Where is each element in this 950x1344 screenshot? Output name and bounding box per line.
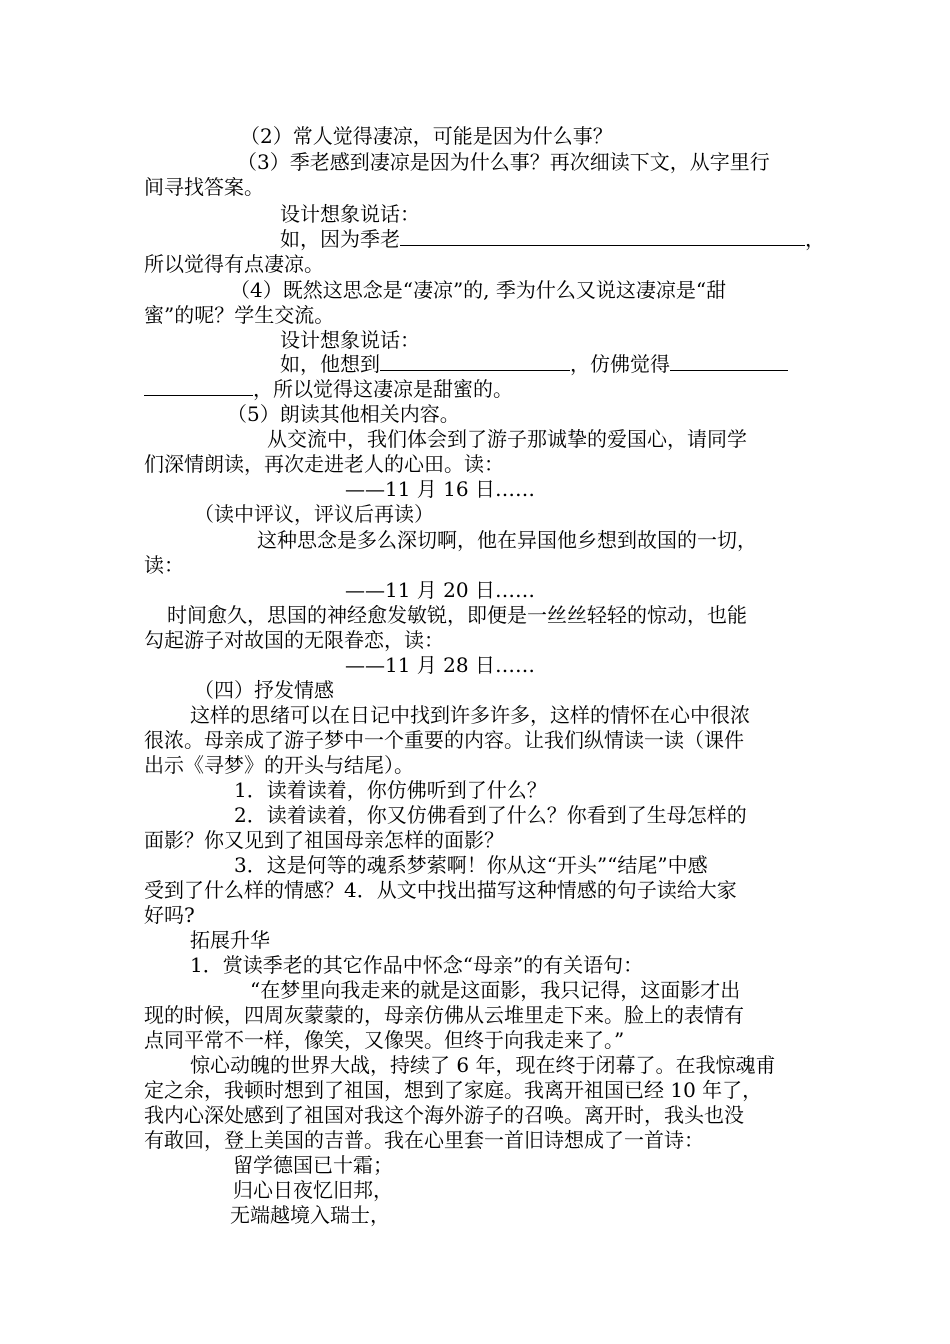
fill-in-blank-3 <box>670 354 788 371</box>
quote-line-2: 现的时候，四周灰蒙蒙的，母亲仿佛从云堆里走下来。脸上的表情有 <box>144 1003 744 1027</box>
poem-line-2: 归心日夜忆旧邦， <box>233 1178 393 1202</box>
war-paragraph-line-1: 惊心动魄的世界大战，持续了 6 年，现在终于闭幕了。在我惊魂甫 <box>190 1053 776 1077</box>
paragraph-1-line-2: 们深情朗读，再次走进老人的心田。读： <box>144 452 504 476</box>
paragraph-2-line-2: 读： <box>144 553 184 577</box>
paragraph-4-line-1: 这样的思绪可以在日记中找到许多许多，这样的情怀在心中很浓 <box>190 703 750 727</box>
extension-heading: 拓展升华 <box>190 928 270 952</box>
example-2-line-2 <box>144 377 810 401</box>
example-2-prefix: 如，他想到 <box>280 352 380 376</box>
war-paragraph-line-2: 定之余，我顿时想到了祖国，想到了家庭。我离开祖国已经 10 年了， <box>144 1078 763 1102</box>
paragraph-2-line-1: 这种思念是多么深切啊，他在异国他乡想到故国的一切， <box>257 528 757 552</box>
poem-line-1: 留学德国已十霜； <box>233 1153 393 1177</box>
question-2: （2）常人觉得凄凉，可能是因为什么事？ <box>240 124 613 148</box>
paragraph-3-line-2: 勾起游子对故国的无限眷恋，读： <box>144 628 444 652</box>
example-1-suffix: ， <box>805 227 825 251</box>
poem-line-3: 无端越境入瑞士， <box>230 1203 390 1227</box>
war-paragraph-line-3: 我内心深处感到了祖国对我这个海外游子的召唤。离开时，我头也没 <box>144 1103 744 1127</box>
date-line-2: ——11 月 20 日…… <box>345 578 535 602</box>
fill-in-blank-1 <box>400 229 805 246</box>
fill-in-blank-3-continued <box>144 379 253 396</box>
paragraph-3-line-1: 时间愈久，思国的神经愈发敏锐，即便是一丝丝轻轻的惊动，也能 <box>167 603 747 627</box>
item-2-line-1: 2．读着读着，你又仿佛看到了什么？你看到了生母怎样的 <box>234 803 747 827</box>
example-1-line-1 <box>144 227 946 251</box>
extension-item-1: 1．赏读季老的其它作品中怀念“母亲”的有关语句： <box>190 953 644 977</box>
example-2-suffix: ，所以觉得这凄凉是甜蜜的。 <box>253 377 513 401</box>
quote-line-1: “在梦里向我走来的就是这面影，我只记得，这面影才出 <box>250 978 741 1002</box>
fill-in-blank-2 <box>380 354 570 371</box>
example-2-line-1 <box>144 352 946 376</box>
item-1: 1．读着读着，你仿佛听到了什么？ <box>234 778 547 802</box>
paragraph-1-line-1: 从交流中，我们体会到了游子那诚挚的爱国心，请同学 <box>267 427 747 451</box>
item-3-line-1: 3．这是何等的魂系梦萦啊！你从这“开头”“结尾”中感 <box>234 853 708 877</box>
question-3-line-1: （3）季老感到凄凉是因为什么事？再次细读下文，从字里行 <box>237 150 770 174</box>
paragraph-4-line-3: 出示《寻梦》的开头与结尾）。 <box>144 753 414 777</box>
example-1-prefix: 如，因为季老 <box>280 227 400 251</box>
date-line-3: ——11 月 28 日…… <box>345 653 535 677</box>
design-speaking-label-2: 设计想象说话： <box>280 328 420 352</box>
paragraph-4-line-2: 很浓。母亲成了游子梦中一个重要的内容。让我们纵情读一读（课件 <box>144 728 744 752</box>
war-paragraph-line-4: 有敢回，登上美国的吉普。我在心里套一首旧诗想成了一首诗： <box>144 1128 704 1152</box>
design-speaking-label-1: 设计想象说话： <box>280 202 420 226</box>
comment-line: （读中评议，评议后再读） <box>194 502 434 526</box>
example-2-middle: ，仿佛觉得 <box>570 352 670 376</box>
date-line-1: ——11 月 16 日…… <box>345 477 535 501</box>
item-3-line-2: 受到了什么样的情感？4．从文中找出描写这种情感的句子读给大家 <box>144 878 737 902</box>
question-3-line-2: 间寻找答案。 <box>144 175 264 199</box>
example-1-line-2: 所以觉得有点凄凉。 <box>144 252 324 276</box>
question-5: （5）朗读其他相关内容。 <box>227 402 460 426</box>
question-4-line-1: （4）既然这思念是“凄凉”的, 季为什么又说这凄凉是“甜 <box>230 278 727 302</box>
question-4-line-2: 蜜”的呢？学生交流。 <box>144 303 335 327</box>
section-4-heading: （四）抒发情感 <box>194 678 334 702</box>
item-2-line-2: 面影？你又见到了祖国母亲怎样的面影？ <box>144 828 504 852</box>
quote-line-3: 点同平常不一样，像笑，又像哭。但终于向我走来了。” <box>144 1028 625 1052</box>
item-3-line-3: 好吗? <box>144 903 195 927</box>
